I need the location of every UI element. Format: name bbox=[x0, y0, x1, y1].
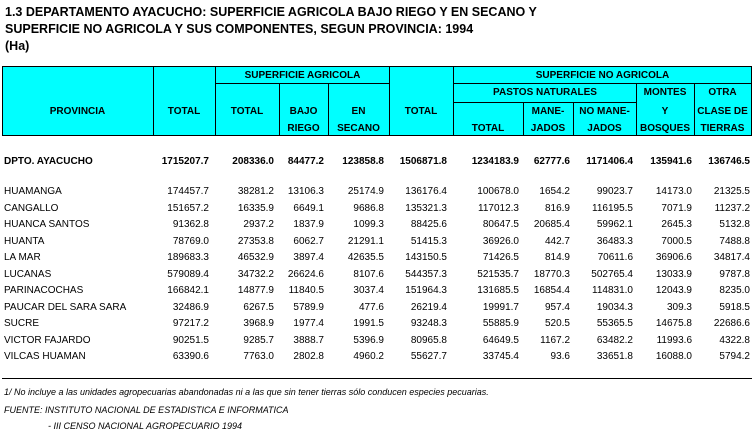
table-row bbox=[2, 217, 752, 233]
cell-no-manejados: 99023.7 bbox=[596, 186, 633, 197]
cell-no-manejados: 55365.5 bbox=[596, 318, 633, 329]
row-name: DPTO. AYACUCHO bbox=[4, 156, 93, 167]
cell-en-secano: 3037.4 bbox=[353, 285, 384, 296]
cell-ag-total: 16335.9 bbox=[237, 202, 274, 214]
cell-bajo-riego: 1837.9 bbox=[293, 219, 324, 230]
row-name: HUANTA bbox=[4, 235, 45, 247]
cell-bajo-riego: 5789.9 bbox=[293, 301, 324, 313]
cell-otra: 21325.5 bbox=[713, 186, 750, 197]
cell-ag-total: 27353.8 bbox=[237, 235, 274, 247]
cell-montes: 16088.0 bbox=[655, 351, 692, 362]
cell-nag-total: 51415.3 bbox=[410, 235, 447, 247]
cell-manejados: 1167.2 bbox=[540, 334, 570, 346]
title-line-1: 1.3 DEPARTAMENTO AYACUCHO: SUPERFICIE AGRICOLA BAJO RIEGO Y EN SECANO Y bbox=[5, 5, 537, 19]
header-total: TOTAL bbox=[167, 106, 201, 117]
cell-ag-total: 6267.5 bbox=[243, 301, 274, 313]
header-pastos-naturales: PASTOS NATURALES bbox=[493, 87, 597, 98]
table-row bbox=[2, 201, 752, 217]
cell-pn-total: 100678.0 bbox=[477, 186, 519, 197]
cell-pn-total: 71426.5 bbox=[482, 252, 519, 263]
row-name: LA MAR bbox=[4, 252, 41, 263]
row-name: LUCANAS bbox=[4, 268, 52, 280]
cell-total: 189683.3 bbox=[167, 252, 209, 263]
cell-pn-total: 131685.5 bbox=[477, 285, 519, 296]
header-agricola-total: TOTAL bbox=[230, 106, 264, 117]
cell-ag-total: 208336.0 bbox=[232, 156, 274, 167]
table-row-total bbox=[2, 154, 752, 170]
cell-montes: 12043.9 bbox=[655, 285, 692, 296]
cell-ag-total: 7763.0 bbox=[243, 351, 274, 362]
cell-montes: 135941.6 bbox=[650, 156, 692, 167]
cell-total: 166842.1 bbox=[167, 285, 209, 296]
table-row bbox=[2, 349, 752, 365]
cell-no-manejados: 63482.2 bbox=[596, 334, 633, 346]
cell-manejados: 18770.3 bbox=[533, 268, 570, 280]
cell-no-manejados: 1171406.4 bbox=[586, 156, 633, 167]
cell-no-manejados: 36483.3 bbox=[596, 235, 633, 247]
header-en-secano-2: SECANO bbox=[337, 123, 380, 134]
cell-en-secano: 123858.8 bbox=[342, 156, 384, 167]
table-row bbox=[2, 184, 752, 200]
table-header bbox=[2, 66, 752, 136]
cell-en-secano: 5396.9 bbox=[353, 334, 384, 346]
cell-pn-total: 117012.3 bbox=[478, 202, 519, 214]
cell-manejados: 62777.6 bbox=[533, 156, 570, 167]
cell-manejados: 1654.2 bbox=[539, 186, 570, 197]
cell-total: 97217.2 bbox=[172, 318, 209, 329]
cell-manejados: 16854.4 bbox=[533, 285, 570, 296]
cell-en-secano: 25174.9 bbox=[347, 186, 384, 197]
cell-total: 151657.2 bbox=[167, 202, 209, 214]
cell-otra: 8235.0 bbox=[719, 285, 750, 296]
cell-ag-total: 2937.2 bbox=[243, 219, 274, 230]
cell-montes: 13033.9 bbox=[655, 268, 692, 280]
table-bottom-rule bbox=[2, 378, 752, 379]
title-unit: (Ha) bbox=[5, 39, 30, 53]
cell-en-secano: 477.6 bbox=[358, 301, 384, 313]
cell-no-manejados: 114831.0 bbox=[592, 285, 633, 296]
cell-montes: 2645.3 bbox=[661, 219, 692, 230]
cell-otra: 4322.8 bbox=[719, 334, 750, 346]
cell-manejados: 816.9 bbox=[544, 202, 570, 214]
header-montes-1: MONTES bbox=[643, 87, 687, 98]
cell-ag-total: 38281.2 bbox=[237, 186, 274, 197]
cell-en-secano: 1991.5 bbox=[353, 318, 384, 329]
cell-no-manejados: 59962.1 bbox=[596, 219, 633, 230]
header-montes-2: Y bbox=[661, 106, 669, 117]
header-superficie-no-agricola: SUPERFICIE NO AGRICOLA bbox=[535, 70, 670, 81]
cell-nag-total: 1506871.8 bbox=[399, 156, 447, 167]
source-institute: FUENTE: INSTITUTO NACIONAL DE ESTADISTICA E INFORMATICA bbox=[4, 405, 289, 415]
cell-ag-total: 14877.9 bbox=[237, 285, 274, 296]
header-manejados-2: JADOS bbox=[530, 123, 566, 134]
cell-nag-total: 80965.8 bbox=[410, 334, 447, 346]
cell-en-secano: 8107.6 bbox=[353, 268, 384, 280]
cell-pn-total: 80647.5 bbox=[482, 219, 519, 230]
row-name: HUANCA SANTOS bbox=[4, 219, 90, 230]
row-name: PAUCAR DEL SARA SARA bbox=[4, 301, 127, 313]
row-name: SUCRE bbox=[4, 318, 40, 329]
title-line-2: SUPERFICIE NO AGRICOLA Y SUS COMPONENTES, SEGUN PROVINCIA: 1994 bbox=[5, 22, 474, 36]
table-row bbox=[2, 234, 752, 250]
cell-pn-total: 19991.7 bbox=[482, 301, 519, 313]
table-row bbox=[2, 333, 752, 349]
row-name: VILCAS HUAMAN bbox=[4, 351, 86, 362]
cell-nag-total: 136176.4 bbox=[405, 186, 447, 197]
cell-bajo-riego: 3897.4 bbox=[293, 252, 324, 263]
cell-no-manejados: 70611.6 bbox=[597, 252, 633, 263]
header-no-manejados-1: NO MANE- bbox=[579, 106, 630, 117]
cell-nag-total: 143150.5 bbox=[405, 252, 447, 263]
cell-manejados: 957.4 bbox=[544, 301, 570, 313]
cell-ag-total: 9285.7 bbox=[243, 334, 274, 346]
cell-nag-total: 93248.3 bbox=[410, 318, 447, 329]
cell-montes: 309.3 bbox=[666, 301, 692, 313]
cell-total: 174457.7 bbox=[167, 186, 209, 197]
row-name: HUAMANGA bbox=[4, 186, 62, 197]
cell-nag-total: 88425.6 bbox=[410, 219, 447, 230]
cell-no-manejados: 116195.5 bbox=[592, 202, 633, 214]
cell-total: 63390.6 bbox=[172, 351, 209, 362]
cell-montes: 7071.9 bbox=[661, 202, 692, 214]
cell-otra: 9787.8 bbox=[719, 268, 750, 280]
cell-bajo-riego: 13106.3 bbox=[287, 186, 324, 197]
cell-ag-total: 46532.9 bbox=[237, 252, 274, 263]
cell-manejados: 520.5 bbox=[544, 318, 570, 329]
cell-bajo-riego: 6062.7 bbox=[293, 235, 324, 247]
cell-ag-total: 34732.2 bbox=[237, 268, 274, 280]
cell-no-manejados: 502765.4 bbox=[591, 268, 633, 280]
header-otra-1: OTRA bbox=[708, 87, 737, 98]
cell-en-secano: 9686.8 bbox=[353, 202, 384, 214]
cell-pn-total: 1234183.9 bbox=[471, 156, 519, 167]
cell-montes: 14675.8 bbox=[655, 318, 692, 329]
cell-manejados: 814.9 bbox=[544, 252, 570, 263]
cell-nag-total: 135321.3 bbox=[405, 202, 447, 214]
header-no-agricola-total: TOTAL bbox=[404, 106, 438, 117]
cell-manejados: 93.6 bbox=[550, 351, 570, 362]
row-name: VICTOR FAJARDO bbox=[4, 334, 91, 346]
cell-manejados: 20685.4 bbox=[533, 219, 570, 230]
cell-otra: 5794.2 bbox=[719, 351, 750, 362]
cell-total: 1715207.7 bbox=[161, 156, 209, 167]
table-row bbox=[2, 283, 752, 299]
cell-nag-total: 55627.7 bbox=[410, 351, 447, 362]
header-bajo-riego-1: BAJO bbox=[289, 106, 318, 117]
cell-en-secano: 1099.3 bbox=[353, 219, 384, 230]
cell-otra: 22686.6 bbox=[713, 318, 750, 329]
cell-en-secano: 21291.1 bbox=[347, 235, 384, 247]
cell-montes: 11993.6 bbox=[656, 334, 692, 346]
cell-manejados: 442.7 bbox=[544, 235, 570, 247]
table-title bbox=[5, 4, 537, 55]
cell-otra: 34817.4 bbox=[713, 252, 750, 263]
cell-otra: 136746.5 bbox=[708, 156, 750, 167]
cell-total: 78769.0 bbox=[172, 235, 209, 247]
row-name: CANGALLO bbox=[4, 202, 59, 214]
cell-bajo-riego: 6649.1 bbox=[293, 202, 324, 214]
cell-pn-total: 36926.0 bbox=[482, 235, 519, 247]
cell-ag-total: 3968.9 bbox=[243, 318, 274, 329]
header-superficie-agricola: SUPERFICIE AGRICOLA bbox=[244, 70, 361, 81]
header-otra-3: TIERRAS bbox=[700, 123, 745, 134]
cell-total: 32486.9 bbox=[172, 301, 209, 313]
header-no-manejados-2: JADOS bbox=[587, 123, 622, 134]
cell-en-secano: 42635.5 bbox=[347, 252, 384, 263]
table-row bbox=[2, 267, 752, 283]
cell-no-manejados: 19034.3 bbox=[596, 301, 633, 313]
footnote: 1/ No incluye a las unidades agropecuarias abandonadas ni a las que sin tener tierras sólo conducen especies pecuarias. bbox=[4, 387, 489, 397]
cell-total: 579089.4 bbox=[167, 268, 209, 280]
cell-montes: 36906.6 bbox=[655, 252, 692, 263]
header-provincia: PROVINCIA bbox=[49, 106, 106, 117]
cell-bajo-riego: 11840.5 bbox=[288, 285, 324, 296]
cell-pn-total: 521535.7 bbox=[477, 268, 519, 280]
cell-otra: 7488.8 bbox=[719, 235, 750, 247]
cell-no-manejados: 33651.8 bbox=[596, 351, 633, 362]
cell-bajo-riego: 3888.7 bbox=[293, 334, 324, 346]
cell-en-secano: 4960.2 bbox=[353, 351, 384, 362]
cell-bajo-riego: 26624.6 bbox=[287, 268, 324, 280]
cell-nag-total: 151964.3 bbox=[405, 285, 447, 296]
cell-bajo-riego: 84477.2 bbox=[287, 156, 324, 167]
header-bajo-riego-2: RIEGO bbox=[287, 123, 320, 134]
cell-nag-total: 26219.4 bbox=[410, 301, 447, 313]
cell-bajo-riego: 2802.8 bbox=[293, 351, 324, 362]
cell-otra: 5132.8 bbox=[719, 219, 750, 230]
cell-otra: 11237.2 bbox=[714, 202, 750, 214]
cell-montes: 7000.5 bbox=[661, 235, 692, 247]
header-otra-2: CLASE DE bbox=[697, 106, 748, 117]
table-row bbox=[2, 316, 752, 332]
header-pastos-total: TOTAL bbox=[471, 123, 505, 134]
cell-nag-total: 544357.3 bbox=[405, 268, 447, 280]
row-name: PARINACOCHAS bbox=[4, 285, 84, 296]
header-en-secano-1: EN bbox=[351, 106, 366, 117]
cell-montes: 14173.0 bbox=[655, 186, 692, 197]
cell-bajo-riego: 1977.4 bbox=[293, 318, 324, 329]
cell-pn-total: 33745.4 bbox=[482, 351, 519, 362]
cell-pn-total: 55885.9 bbox=[482, 318, 519, 329]
cell-otra: 5918.5 bbox=[719, 301, 750, 313]
cell-pn-total: 64649.5 bbox=[482, 334, 519, 346]
header-montes-3: BOSQUES bbox=[639, 123, 690, 134]
table-row bbox=[2, 300, 752, 316]
source-census: - III CENSO NACIONAL AGROPECUARIO 1994 bbox=[48, 421, 243, 431]
cell-total: 91362.8 bbox=[172, 219, 209, 230]
cell-total: 90251.5 bbox=[172, 334, 209, 346]
header-manejados-1: MANE- bbox=[531, 106, 565, 117]
table-row bbox=[2, 250, 752, 266]
